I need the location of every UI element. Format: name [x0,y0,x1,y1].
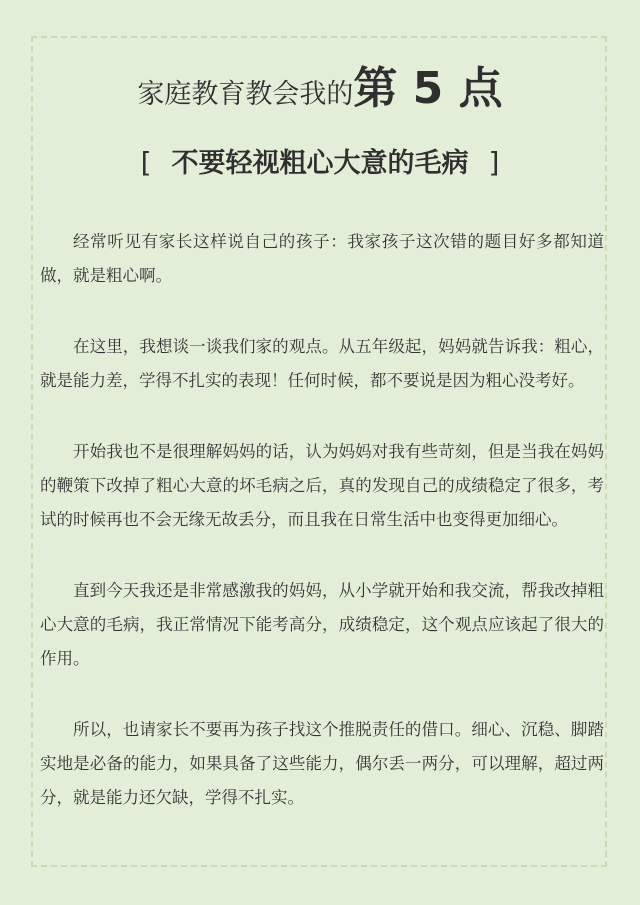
title-prefix: 家庭教育教会我的 [137,79,354,110]
subtitle-close-bracket: ] [488,146,500,179]
page-subtitle [0,141,640,180]
paragraph-2: 在这里，我想谈一谈我们家的观点。从五年级起，妈妈就告诉我：粗心，就是能力差，学得不扎实的表现！任何时候，都不要说是因为粗心没考好。 [40,337,604,390]
title-highlight: 第 5 点 [353,63,503,114]
paragraph-5: 所以，也请家长不要再为孩子找这个推脱责任的借口。细心、沉稳、脚踏实地是必备的能力，如果具备了这些能力，偶尔丢一两分，可以理解，超过两分，就是能力还欠缺，学得不扎实。 [40,720,604,807]
article-body [40,225,604,852]
paragraph-4: 直到今天我还是非常感激我的妈妈，从小学就开始和我交流，帮我改掉粗心大意的毛病，我正常情况下能考高分，成绩稳定，这个观点应该起了很大的作用。 [40,581,604,668]
subtitle-open-bracket: [ [140,146,152,179]
paragraph-1: 经常听见有家长这样说自己的孩子：我家孩子这次错的题目好多都知道做，就是粗心啊。 [40,232,604,285]
page-title [0,52,640,116]
subtitle-text: 不要轻视粗心大意的毛病 [171,148,469,179]
paragraph-3: 开始我也不是很理解妈妈的话，认为妈妈对我有些苛刻，但是当我在妈妈的鞭策下改掉了粗心大意的坏毛病之后，真的发现自己的成绩稳定了很多，考试的时候再也不会无缘无故丢分，而且我在日常生活中也变得更加细心。 [40,442,604,529]
